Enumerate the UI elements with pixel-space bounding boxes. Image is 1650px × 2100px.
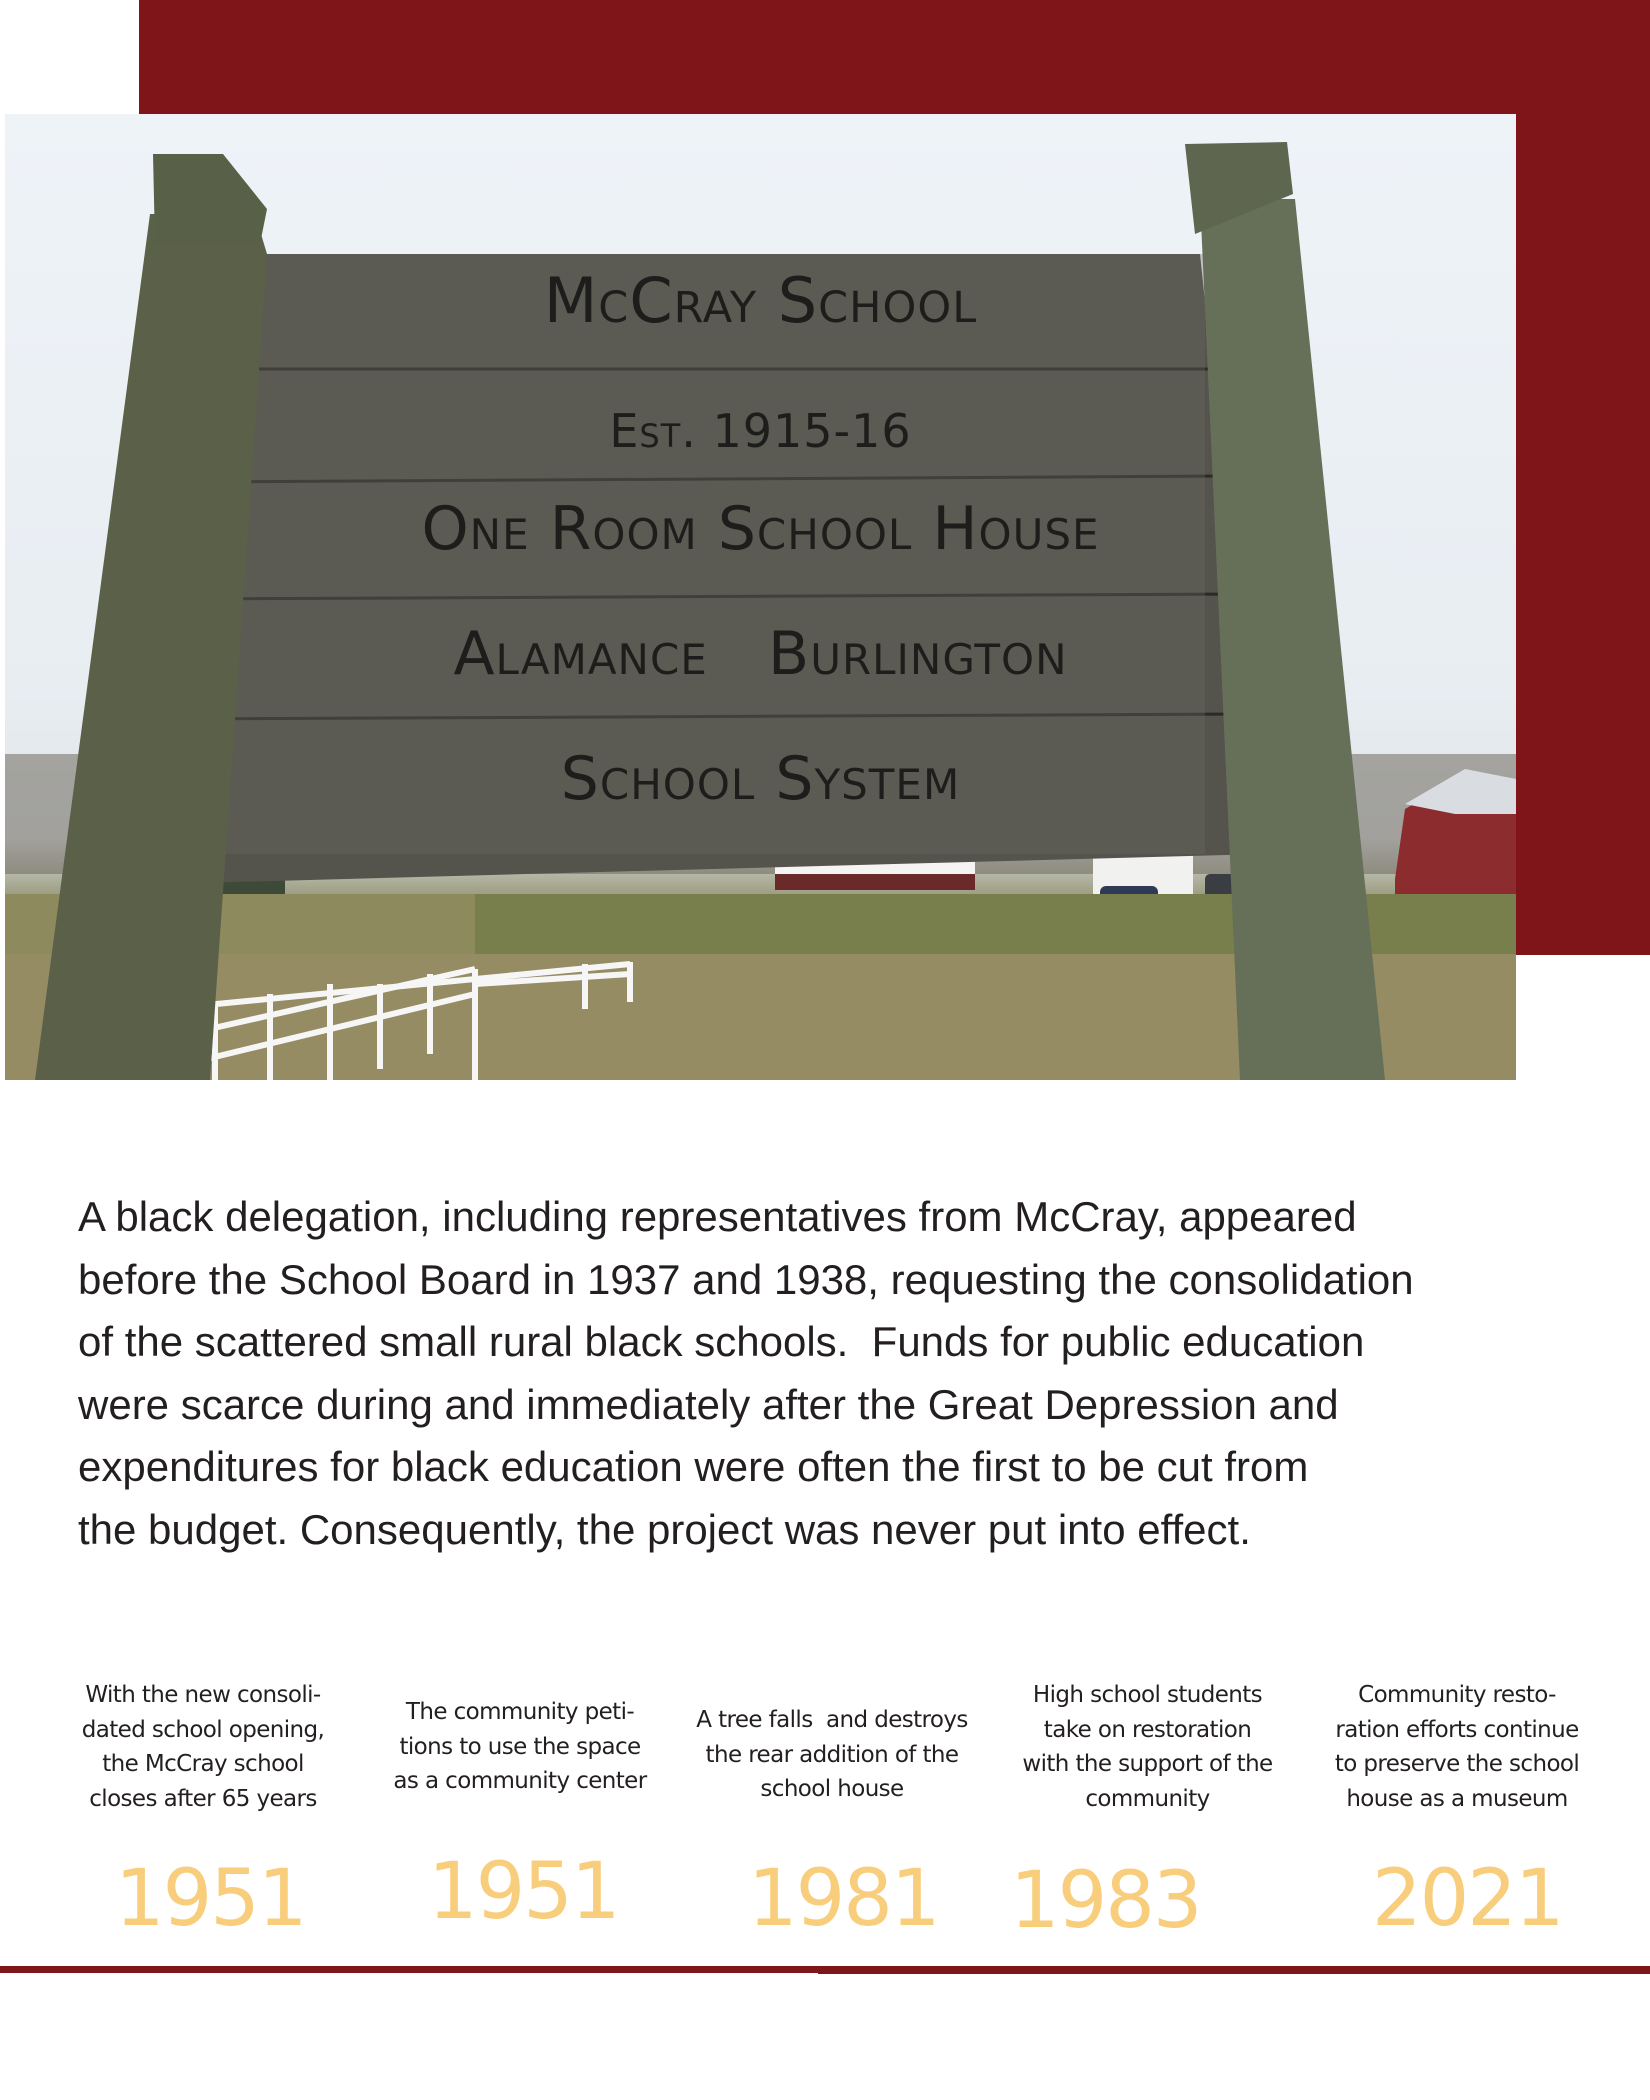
sign-line-school-system: School System [560,744,961,814]
timeline-caption [58,1678,348,1816]
caption-line: take on restoration [1043,1716,1252,1743]
caption-line: closes after 65 years [89,1785,317,1812]
sign-line-one-room: One Room School House [421,494,1100,564]
caption-line: ration efforts continue [1335,1716,1579,1743]
timeline-year: 1951 [115,1854,306,1944]
timeline-item-1951-closure [58,1678,348,1816]
caption-line: tions to use the space [399,1733,641,1760]
photo-scene [5,114,1516,1080]
timeline-caption [1312,1678,1602,1816]
sign-line-school-name: McCray School [543,264,978,337]
timeline-caption [370,1695,670,1799]
caption-line: With the new consoli- [85,1682,321,1708]
timeline-caption [672,1703,992,1807]
paragraph-line: before the School Board in 1937 and 1938, requesting the consolidation [78,1255,1414,1303]
caption-line: to preserve the school [1334,1751,1580,1777]
timeline-year: 2021 [1372,1854,1563,1944]
caption-line: dated school opening, [81,1716,325,1743]
mccray-school-sign-photo [5,114,1516,1080]
paragraph-line: of the scattered small rural black schools. Funds for public education [78,1318,1365,1365]
caption-line: the McCray school [102,1751,304,1777]
history-paragraph [78,1186,1598,1561]
caption-line: as a community center [393,1768,647,1794]
sign-line-established: Est. 1915-16 [609,404,912,458]
paragraph-line: the budget. Consequently, the project was never put into effect. [78,1505,1251,1553]
timeline-item-1951-petition [370,1695,670,1799]
timeline-caption [1000,1678,1295,1816]
paragraph-line: expenditures for black education were often the first to be cut from [78,1443,1309,1490]
timeline-item-1981-tree [672,1703,992,1807]
timeline-item-2021-museum [1312,1678,1602,1816]
paragraph-line: A black delegation, including representatives from McCray, appeared [78,1193,1357,1240]
timeline-year: 1981 [748,1854,939,1944]
caption-line: Community resto- [1358,1682,1556,1708]
caption-line: school house [760,1776,904,1802]
sign-line-alamance-burlington: Alamance Burlington [453,619,1068,689]
caption-line: The community peti- [405,1699,635,1725]
timeline-year: 1951 [428,1847,619,1937]
caption-line: house as a museum [1346,1785,1568,1812]
bottom-rule-left [0,1966,818,1973]
caption-line: community [1085,1785,1210,1812]
bottom-rule-right [818,1966,1650,1974]
caption-line: High school students [1032,1682,1263,1708]
timeline-year: 1983 [1010,1856,1201,1946]
caption-line: with the support of the [1022,1751,1273,1777]
caption-line: A tree falls and destroys [696,1707,968,1733]
caption-line: the rear addition of the [705,1741,959,1768]
timeline-item-1983-students [1000,1678,1295,1816]
paragraph-line: were scarce during and immediately after the Great Depression and [78,1380,1339,1428]
